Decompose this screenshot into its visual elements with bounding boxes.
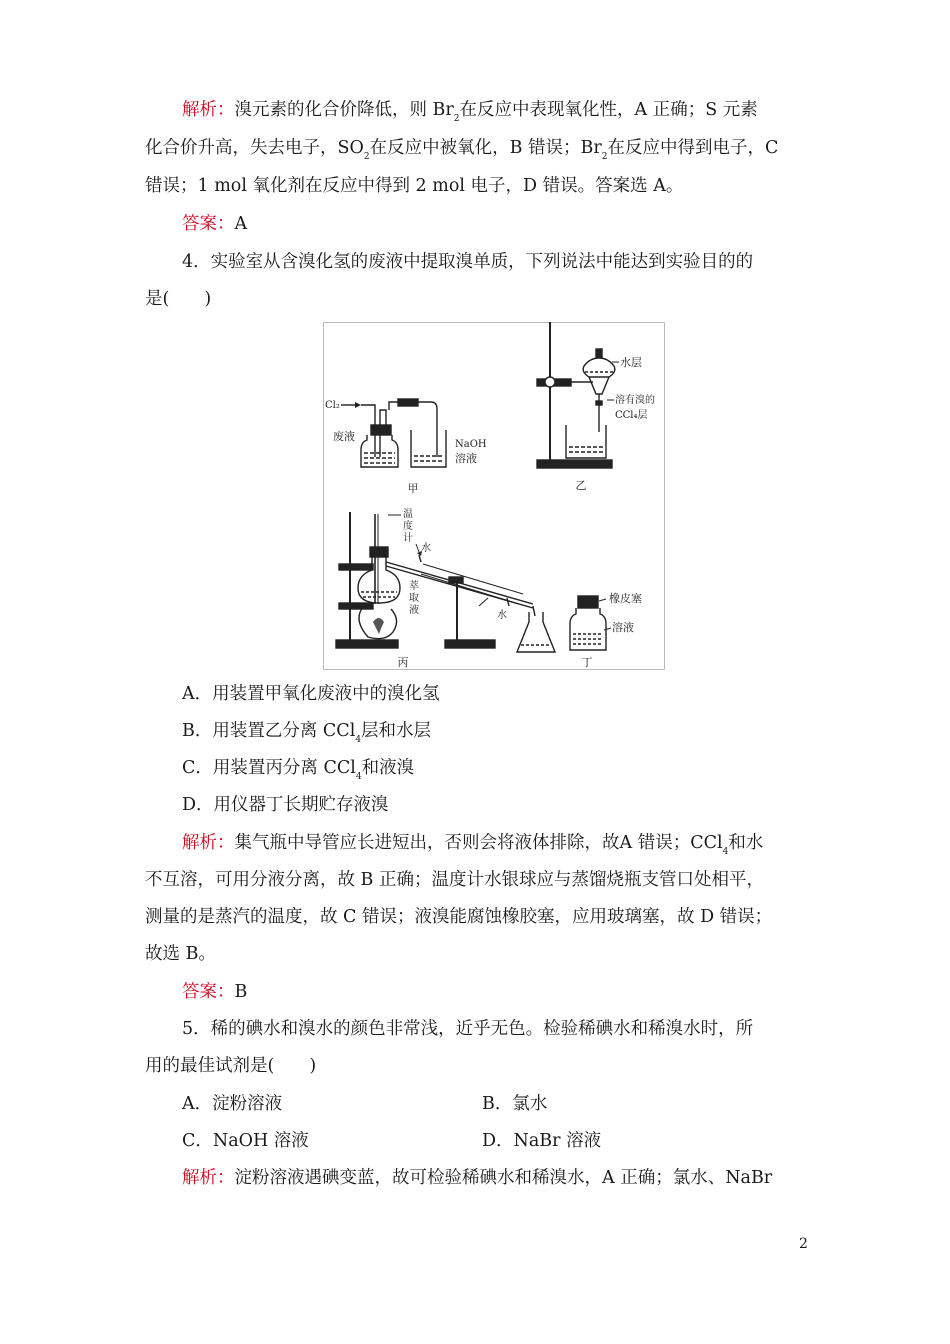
apparatus-figure	[323, 322, 665, 670]
water-inlet-label: 水	[421, 543, 431, 554]
q4-stem-line-2: 是( )	[145, 289, 212, 309]
q4-option-c: C．用装置丙分离 CCl$_4$和液溴	[182, 758, 415, 782]
analysis-label: 解析：	[182, 1168, 235, 1188]
extract-label-1: 萃	[409, 581, 419, 592]
q5-option-a: A．淀粉溶液	[182, 1094, 283, 1114]
analysis-label: 解析：	[182, 833, 235, 853]
q4-answer	[182, 980, 247, 1004]
water-outlet-label: 水	[497, 610, 507, 621]
thermometer-label-3: 计	[403, 533, 413, 544]
apparatus-bing	[336, 508, 555, 669]
q3-analysis-line-1: 解析：溴元素的化合价降低，则 $Br_2$在反应中表现氧化性，A 正确；S 元素	[182, 100, 758, 124]
ccl4-layer-label-1: 溶有溴的	[615, 395, 655, 406]
q4-option-a: A．用装置甲氧化废液中的溴化氢	[182, 684, 440, 704]
naoh-solution-label: 溶液	[455, 452, 477, 465]
q5-stem-line-1: 5．稀的碘水和溴水的颜色非常浅，近乎无色。检验稀碘水和稀溴水时，所	[182, 1019, 754, 1039]
q3-answer	[182, 212, 247, 236]
answer-value: B	[234, 982, 248, 1002]
caption-ding: 丁	[581, 656, 593, 669]
answer-label: 答案：	[182, 214, 235, 234]
q4-analysis-line-2: 不互溶，可用分液分离，故 B 正确；温度计水银球应与蒸馏烧瓶支管口处相平，	[145, 870, 764, 890]
answer-value: A	[234, 214, 248, 234]
q4-option-b: B．用装置乙分离 CCl$_4$层和水层	[182, 721, 432, 745]
q5-option-b: B．氯水	[482, 1094, 548, 1114]
q4-option-d: D．用仪器丁长期贮存液溴	[182, 795, 389, 815]
cl2-label: Cl₂	[325, 400, 340, 411]
figure-frame	[324, 323, 665, 670]
caption-jia: 甲	[407, 482, 419, 495]
apparatus-ding	[570, 591, 642, 669]
analysis-label: 解析：	[182, 100, 235, 120]
q5-option-c: C．NaOH 溶液	[182, 1131, 309, 1151]
waste-liquid-label: 废液	[333, 430, 355, 443]
q4-analysis-line-3: 测量的是蒸汽的温度，故 C 错误；液溴能腐蚀橡胶塞，应用玻璃塞，故 D 错误；	[145, 907, 773, 927]
extract-label-3: 液	[409, 605, 419, 616]
thermometer-label-1: 温	[403, 509, 413, 520]
q4-analysis-line-4: 故选 B。	[145, 944, 216, 964]
ccl4-layer-label-2: CCl₄层	[615, 410, 648, 421]
q5-option-d: D．NaBr 溶液	[482, 1131, 602, 1151]
extract-label-2: 取	[409, 593, 419, 604]
solution-label: 溶液	[612, 621, 634, 634]
naoh-label: NaOH	[455, 439, 487, 450]
caption-yi: 乙	[575, 479, 587, 492]
q4-stem-line-1: 4．实验室从含溴化氢的废液中提取溴单质，下列说法中能达到实验目的的	[182, 252, 754, 272]
apparatus-yi	[537, 322, 655, 492]
water-layer-label: 水层	[620, 356, 642, 369]
apparatus-jia	[325, 399, 487, 495]
q4-analysis-line-1: 解析：集气瓶中导管应长进短出，否则会将液体排除，故A 错误；CCl$_4$和水	[182, 833, 764, 857]
stopper-label: 橡皮塞	[609, 592, 642, 605]
thermometer-label-2: 度	[403, 521, 413, 532]
page-number: 2	[799, 1236, 808, 1252]
q5-stem-line-2: 用的最佳试剂是( )	[145, 1056, 317, 1076]
q5-analysis-line-1: 解析：淀粉溶液遇碘变蓝，故可检验稀碘水和稀溴水，A 正确；氯水、NaBr	[182, 1168, 773, 1188]
q3-analysis-line-3: 错误；1 mol 氧化剂在反应中得到 2 mol 电子，D 错误。答案选 A。	[145, 176, 684, 196]
answer-label: 答案：	[182, 982, 235, 1002]
q3-analysis-line-2: 化合价升高，失去电子，$SO_2$在反应中被氧化，B 错误；$Br_2$在反应中得到电子，C	[145, 138, 779, 162]
caption-bing: 丙	[397, 656, 409, 669]
